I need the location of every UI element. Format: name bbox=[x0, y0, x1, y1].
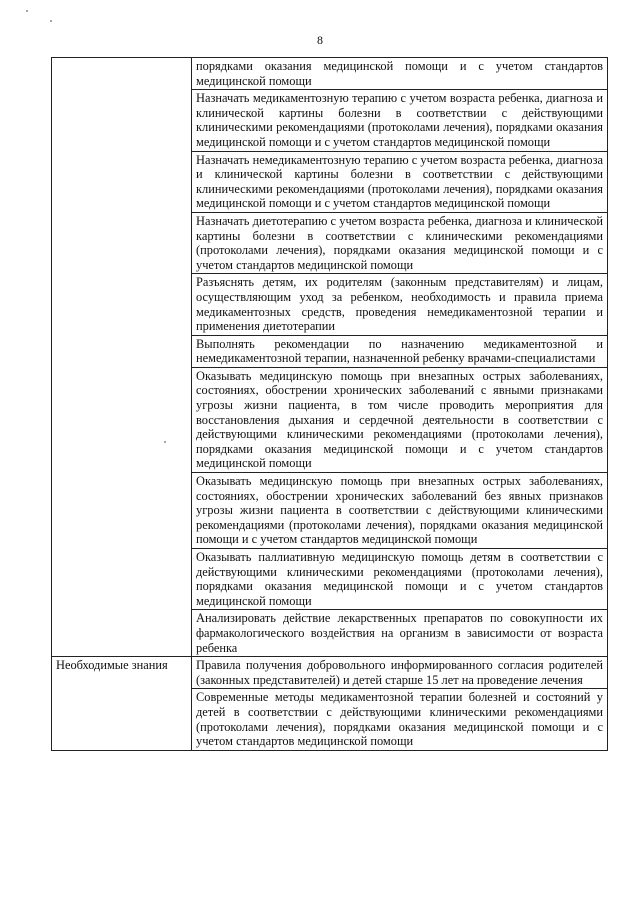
table-cell: Оказывать медицинскую помощь при внезапных острых заболеваниях, состояниях, обострении хронических заболеваний без явных признаков угрозы жизни пациента в соответствии с действующими клиническими рекомендациями (протоколами лечения), порядками оказания медицинской помощи и с учетом стандартов медицинской помощи bbox=[192, 473, 608, 549]
scan-speck bbox=[50, 20, 52, 22]
page-number: 8 bbox=[317, 33, 323, 47]
table-cell: Анализировать действие лекарственных препаратов по совокупности их фармакологического воздействия на организм в зависимости от возраста ребенка bbox=[192, 610, 608, 657]
table-cell: Назначать немедикаментозную терапию с учетом возраста ребенка, диагноза и клинической картины болезни в соответствии с действующими клиническими рекомендациями (протоколами лечения), порядками оказания медицинской помощи и с учетом стандартов медицинской помощи bbox=[192, 151, 608, 212]
table-row bbox=[52, 58, 608, 90]
table-cell: Назначать диетотерапию с учетом возраста ребенка, диагноза и клинической картины болезни в соответствии с клиническими рекомендациями (протоколами лечения), порядками оказания медицинской помощи и с учетом стандартов медицинской помощи bbox=[192, 212, 608, 273]
table-cell: Оказывать медицинскую помощь при внезапных острых заболеваниях, состояниях, обострении хронических заболеваний с явными признаками угрозы жизни пациента, в том числе проводить мероприятия для восстановления дыхания и сердечной деятельности в соответствии с действующими клиническими рекомендациями (протоколами лечения), порядками оказания медицинской помощи и с учетом стандартов медицинской помощи bbox=[192, 367, 608, 472]
table-cell: порядками оказания медицинской помощи и с учетом стандартов медицинской помощи bbox=[192, 58, 608, 90]
table-cell: Разъяснять детям, их родителям (законным представителям) и лицам, осуществляющим уход за ребенком, необходимость и правила приема медикаментозных средств, проведения немедикаментозной терапии и применения диетотерапии bbox=[192, 274, 608, 335]
table-row bbox=[52, 657, 608, 689]
requirements-table bbox=[51, 57, 608, 751]
table-cell: Оказывать паллиативную медицинскую помощь детям в соответствии с действующими клиническими рекомендациями (протоколами лечения), порядками оказания медицинской помощи и с учетом стандартов медицинской помощи bbox=[192, 549, 608, 610]
table-cell: Назначать медикаментозную терапию с учетом возраста ребенка, диагноза и клинической картины болезни в соответствии с действующими клиническими рекомендациями (протоколами лечения), порядками оказания медицинской помощи и с учетом стандартов медицинской помощи bbox=[192, 90, 608, 151]
knowledge-label-cell: Необходимые знания bbox=[52, 657, 192, 751]
skills-label-cell bbox=[52, 58, 192, 657]
table-cell: Выполнять рекомендации по назначению медикаментозной и немедикаментозной терапии, назначенной ребенку врачами-специалистами bbox=[192, 335, 608, 367]
scan-speck bbox=[26, 10, 28, 12]
table-cell: Правила получения добровольного информированного согласия родителей (законных представителей) и детей старше 15 лет на проведение лечения bbox=[192, 657, 608, 689]
table-cell: Современные методы медикаментозной терапии болезней и состояний у детей в соответствии с действующими клиническими рекомендациями (протоколами лечения), порядками оказания медицинской помощи и с учетом стандартов медицинской помощи bbox=[192, 689, 608, 750]
